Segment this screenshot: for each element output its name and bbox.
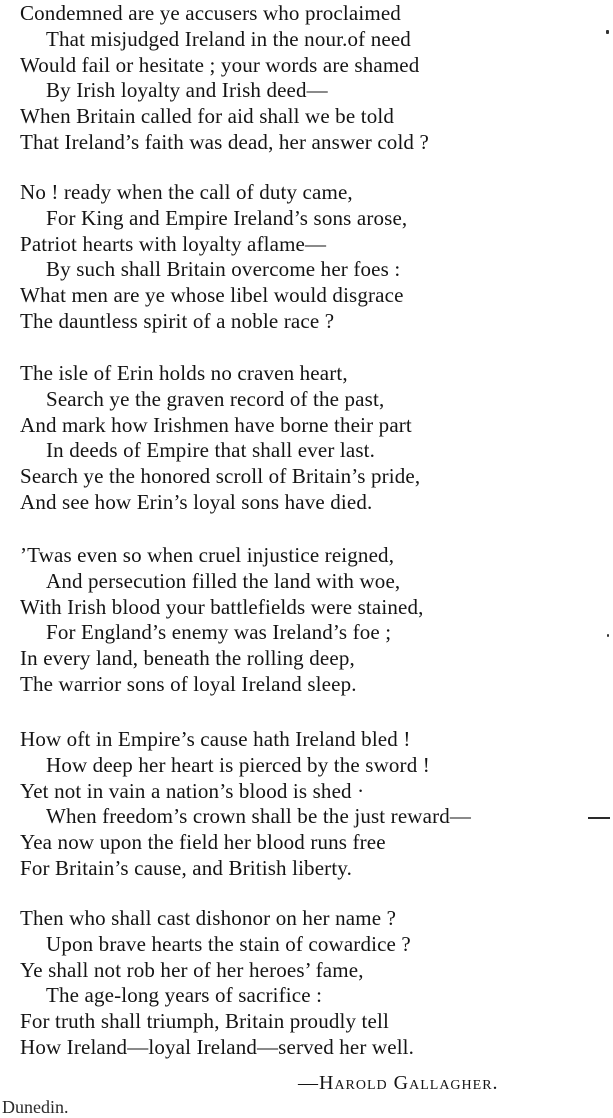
poem-line: That misjudged Ireland in the nour.of need [46, 26, 411, 51]
poem-line: Condemned are ye accusers who proclaimed [20, 1, 401, 25]
stanza-1 [0, 1, 613, 156]
author-signature: —Harold Gallagher. [298, 1072, 499, 1094]
poem-line: For truth shall triumph, Britain proudly tell [20, 1009, 389, 1034]
print-artifact-speck [606, 30, 609, 34]
poem-line: When freedom’s crown shall be the just reward— [46, 804, 472, 829]
stanza-6 [0, 906, 613, 1061]
poem-line: The warrior sons of loyal Ireland sleep. [20, 671, 357, 696]
poem-line: Yet not in vain a nation’s blood is shed · [20, 778, 365, 803]
poem-line: The isle of Erin holds no craven heart, [20, 361, 348, 385]
poem-line: What men are ye whose libel would disgrace [20, 283, 404, 308]
poem-line: Would fail or hesitate ; your words are shamed [20, 52, 420, 77]
poem-line: How Ireland—loyal Ireland—served her well. [20, 1034, 415, 1059]
poem-line: Upon brave hearts the stain of cowardice ? [46, 931, 411, 956]
poem-line: ’Twas even so when cruel injustice reigned, [20, 543, 395, 567]
poem-line: Search ye the honored scroll of Britain’s pride, [20, 464, 421, 489]
stanza-3 [0, 361, 613, 516]
print-artifact-dash [588, 817, 610, 819]
poem-line: That Ireland’s faith was dead, her answer cold ? [20, 129, 429, 154]
stanza-4 [0, 543, 613, 698]
poem-line: Yea now upon the field her blood runs free [20, 830, 386, 855]
poem-line: And persecution filled the land with woe, [46, 568, 401, 593]
poem-line: For England’s enemy was Ireland’s foe ; [46, 620, 392, 645]
poem-line: No ! ready when the call of duty came, [20, 180, 353, 204]
poem-line: When Britain called for aid shall we be told [20, 104, 394, 129]
print-artifact-speck [607, 634, 609, 637]
place-of-origin: Dunedin. [2, 1097, 69, 1117]
poem-line: How oft in Empire’s cause hath Ireland bled ! [20, 727, 411, 751]
poem-line: And mark how Irishmen have borne their part [20, 412, 412, 437]
stanza-5 [0, 727, 613, 882]
poem-line: The age-long years of sacrifice : [46, 983, 323, 1008]
poem-line: By Irish loyalty and Irish deed— [46, 78, 328, 103]
poem-line: Patriot hearts with loyalty aflame— [20, 231, 327, 256]
poem-line: The dauntless spirit of a noble race ? [20, 308, 335, 333]
poem-line: Search ye the graven record of the past, [46, 386, 385, 411]
stanza-2 [0, 180, 613, 335]
poem-line: And see how Erin’s loyal sons have died. [20, 489, 373, 514]
poem-line: How deep her heart is pierced by the sword ! [46, 752, 430, 777]
poem-line: In deeds of Empire that shall ever last. [46, 438, 376, 463]
poem-line: By such shall Britain overcome her foes : [46, 257, 401, 282]
poem-line: For Britain’s cause, and British liberty. [20, 855, 352, 880]
poem-line: Ye shall not rob her of her heroes’ fame, [20, 957, 364, 982]
poem-line: For King and Empire Ireland’s sons arose, [46, 205, 408, 230]
poem-line: Then who shall cast dishonor on her name ? [20, 906, 397, 930]
poem-line: In every land, beneath the rolling deep, [20, 646, 355, 671]
poem-line: With Irish blood your battlefields were stained, [20, 594, 424, 619]
